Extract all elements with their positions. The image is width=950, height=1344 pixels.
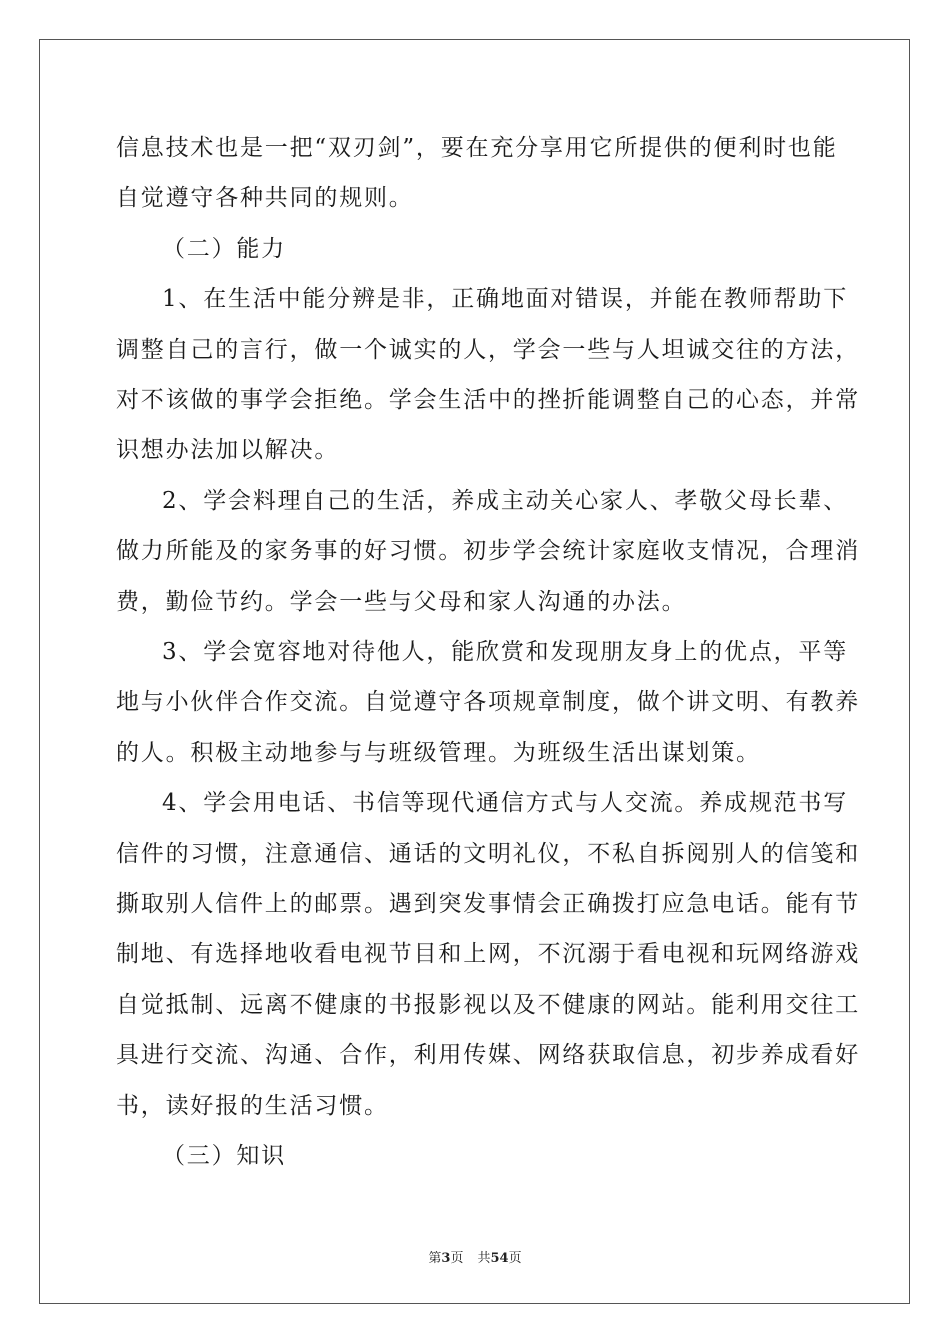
text-line: 对不该做的事学会拒绝。学会生活中的挫折能调整自己的心态，并常 [116,387,860,413]
page-prefix: 第 [428,1251,442,1266]
text-line: 做力所能及的家务事的好习惯。初步学会统计家庭收支情况，合理消 [116,538,860,564]
text-line: 费，勤俭节约。学会一些与父母和家人沟通的办法。 [116,589,687,615]
page-number: 3 [441,1251,451,1266]
text-line: 3、学会宽容地对待他人，能欣赏和发现朋友身上的优点，平等 [162,639,849,665]
text-line: 地与小伙伴合作交流。自觉遵守各项规章制度，做个讲文明、有教养 [116,689,860,715]
text-line: 信息技术也是一把“双刃剑”，要在充分享用它所提供的便利时也能 [116,135,838,161]
text-line: 自觉遵守各种共同的规则。 [116,185,414,211]
text-line: 识想办法加以解决。 [116,437,340,463]
section-heading: （三）知识 [162,1143,286,1169]
text-line: 具进行交流、沟通、合作，利用传媒、网络获取信息，初步养成看好 [116,1042,860,1068]
text-line: 4、学会用电话、书信等现代通信方式与人交流。养成规范书写 [162,790,849,816]
text-line: 撕取别人信件上的邮票。遇到突发事情会正确拨打应急电话。能有节 [116,891,860,917]
text-line: 信件的习惯，注意通信、通话的文明礼仪，不私自拆阅别人的信笺和 [116,841,860,867]
text-line: 调整自己的言行，做一个诚实的人，学会一些与人坦诚交往的方法， [116,337,860,363]
total-pages: 54 [490,1251,509,1266]
total-prefix: 共 [477,1251,491,1266]
total-suffix: 页 [508,1251,522,1266]
text-line: 自觉抵制、远离不健康的书报影视以及不健康的网站。能利用交往工 [116,992,860,1018]
text-line: 的人。积极主动地参与与班级管理。为班级生活出谋划策。 [116,740,761,766]
text-line: 1、在生活中能分辨是非，正确地面对错误，并能在教师帮助下 [162,286,849,312]
page-footer [0,1247,950,1266]
text-line: 书，读好报的生活习惯。 [116,1093,389,1119]
text-line: 制地、有选择地收看电视节目和上网，不沉溺于看电视和玩网络游戏 [116,941,860,967]
section-heading: （二）能力 [162,236,286,262]
page-suffix: 页 [450,1251,464,1266]
text-line: 2、学会料理自己的生活，养成主动关心家人、孝敬父母长辈、 [162,488,849,514]
